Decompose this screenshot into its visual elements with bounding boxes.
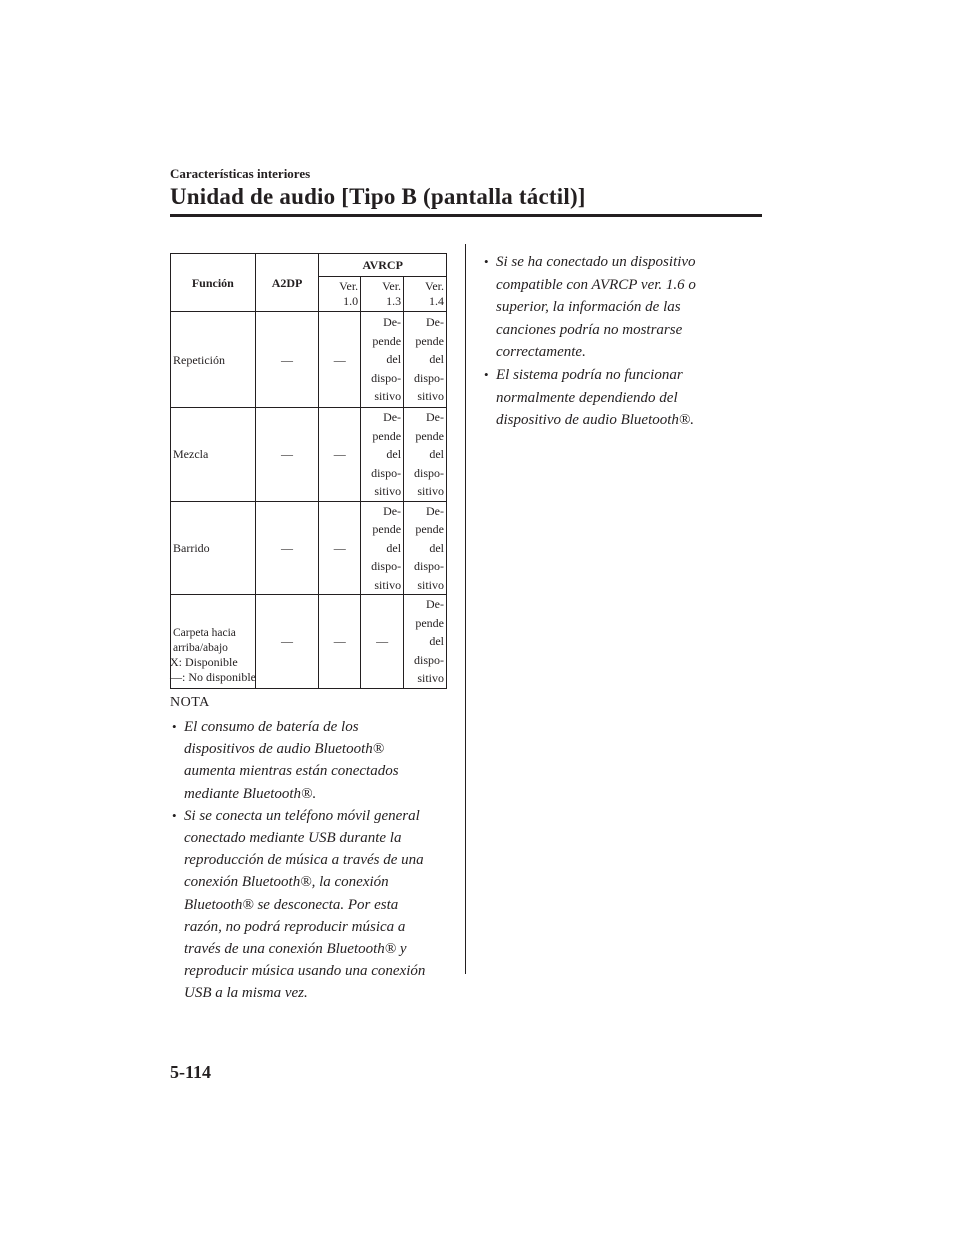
- cell-text: De-: [426, 315, 444, 330]
- legend-unavailable: —: No disponible: [170, 670, 256, 684]
- cell-text: pende: [372, 428, 402, 443]
- cell-text: —: [333, 634, 346, 649]
- function-name: Mezcla: [173, 447, 209, 462]
- cell-text: del: [429, 634, 444, 648]
- note-line: conexión Bluetooth®, la conexión: [184, 874, 389, 891]
- cell-text: pende: [372, 333, 402, 348]
- table-row: [171, 312, 447, 408]
- depends-device-cell: [361, 312, 404, 408]
- header-version-cell: [319, 277, 361, 312]
- notes-right: [482, 251, 762, 432]
- note-line: superior, la información de las: [496, 299, 681, 316]
- note-line: Si se conecta un teléfono móvil general: [184, 807, 420, 824]
- depends-device-cell: [361, 501, 404, 595]
- not-available-cell: [319, 312, 361, 408]
- function-cell: [171, 501, 256, 595]
- depends-device-cell: [404, 501, 447, 595]
- note-line: reproducir música usando una conexión: [184, 963, 426, 980]
- not-available-cell: [319, 595, 361, 689]
- note-line: canciones podría no mostrarse: [496, 321, 683, 338]
- column-divider: [465, 244, 466, 974]
- not-available-cell: [255, 595, 319, 689]
- cell-text: del: [386, 540, 402, 555]
- depends-device-cell: [361, 408, 404, 502]
- function-table: [170, 253, 447, 689]
- header-version-label: Ver.: [382, 279, 402, 293]
- cell-text: sitivo: [417, 671, 444, 685]
- header-version-label: Ver.: [339, 279, 359, 293]
- note-item: [170, 805, 460, 1005]
- header-version-number: 1.4: [429, 294, 444, 308]
- cell-text: del: [429, 447, 444, 461]
- note-line: través de una conexión Bluetooth® y: [184, 941, 407, 958]
- cell-text: sitivo: [417, 484, 444, 498]
- cell-text: De-: [383, 410, 402, 424]
- cell-text: dispo-: [414, 370, 444, 385]
- note-line: compatible con AVRCP ver. 1.6 o: [496, 276, 696, 293]
- legend: [170, 655, 256, 685]
- function-name: Repetición: [173, 352, 225, 367]
- cell-text: del: [386, 352, 402, 367]
- note-line: correctamente.: [496, 344, 586, 361]
- cell-text: —: [333, 540, 346, 555]
- note-line: razón, no podrá reproducir música a: [184, 918, 406, 935]
- depends-device-cell: [404, 595, 447, 689]
- table-row: [171, 501, 447, 595]
- note-line: dispositivos de audio Bluetooth®: [184, 741, 385, 758]
- page-title: Unidad de audio [Tipo B (pantalla táctil)]: [170, 184, 586, 209]
- cell-text: dispo-: [371, 465, 402, 480]
- function-name: Carpeta hacia: [173, 627, 236, 640]
- cell-text: pende: [415, 333, 444, 348]
- note-line: Si se ha conectado un dispositivo: [496, 254, 696, 270]
- cell-text: De-: [426, 503, 444, 518]
- cell-text: pende: [415, 428, 444, 443]
- header-a2dp: A2DP: [255, 254, 319, 312]
- cell-text: dispo-: [371, 370, 402, 385]
- cell-text: del: [386, 447, 402, 461]
- cell-text: sitivo: [374, 484, 402, 498]
- bullet-icon: •: [172, 719, 177, 734]
- note-item: [482, 251, 762, 364]
- cell-text: De-: [426, 410, 444, 424]
- cell-text: —: [281, 447, 294, 462]
- cell-text: sitivo: [374, 577, 402, 592]
- cell-text: —: [281, 352, 294, 367]
- bullet-icon: •: [172, 807, 177, 823]
- function-cell: [171, 408, 256, 502]
- note-item: [482, 364, 762, 432]
- cell-text: sitivo: [374, 389, 402, 404]
- note-line: USB a la misma vez.: [184, 985, 308, 1002]
- depends-device-cell: [404, 312, 447, 408]
- note-item: [170, 716, 460, 805]
- note-line: Bluetooth® se desconecta. Por esta: [184, 896, 399, 913]
- header-version-number: 1.0: [343, 294, 359, 308]
- cell-text: —: [281, 540, 294, 555]
- cell-text: dispo-: [371, 559, 402, 573]
- section-label: Características interiores: [170, 166, 311, 181]
- note-line: conectado mediante USB durante la: [184, 830, 402, 847]
- cell-text: pende: [415, 615, 444, 630]
- cell-text: del: [429, 352, 444, 367]
- not-available-cell: [255, 408, 319, 502]
- cell-text: dispo-: [414, 559, 444, 573]
- not-available-cell: [255, 501, 319, 595]
- cell-text: —: [281, 634, 294, 649]
- cell-text: De-: [426, 597, 444, 611]
- cell-text: —: [376, 634, 389, 649]
- not-available-cell: [319, 501, 361, 595]
- header-version-number: 1.3: [386, 294, 402, 308]
- note-line: dispositivo de audio Bluetooth®.: [496, 412, 695, 429]
- page-number: 5-114: [170, 1062, 212, 1082]
- cell-text: —: [333, 447, 346, 462]
- function-cell: [171, 312, 256, 408]
- legend-available: X: Disponible: [170, 655, 238, 669]
- table-row: [171, 408, 447, 502]
- cell-text: De-: [383, 315, 402, 330]
- note-line: mediante Bluetooth®.: [184, 785, 317, 802]
- cell-text: dispo-: [414, 652, 444, 667]
- cell-text: sitivo: [417, 389, 444, 404]
- bullet-icon: •: [484, 254, 489, 269]
- header-version-cell: [404, 277, 447, 312]
- note-label: NOTA: [170, 695, 210, 710]
- cell-text: del: [429, 540, 444, 555]
- not-available-cell: [361, 595, 404, 689]
- note-line: El sistema podría no funcionar: [496, 366, 683, 383]
- cell-text: pende: [415, 522, 444, 536]
- cell-text: pende: [372, 522, 402, 536]
- not-available-cell: [255, 312, 319, 408]
- header-function: Función: [171, 254, 256, 312]
- cell-text: —: [333, 352, 346, 367]
- cell-text: dispo-: [414, 465, 444, 480]
- cell-text: sitivo: [417, 577, 444, 592]
- note-line: normalmente dependiendo del: [496, 389, 678, 406]
- table-body: [171, 312, 447, 689]
- note-line: El consumo de batería de los: [184, 719, 359, 735]
- function-name: Barrido: [173, 540, 210, 555]
- depends-device-cell: [404, 408, 447, 502]
- cell-text: De-: [383, 503, 402, 518]
- notes-left: [170, 716, 460, 1005]
- bullet-icon: •: [484, 366, 489, 382]
- note-line: reproducción de música a través de una: [184, 852, 424, 869]
- header-version-label: Ver.: [425, 279, 444, 293]
- note-line: aumenta mientras están conectados: [184, 763, 399, 780]
- not-available-cell: [319, 408, 361, 502]
- header-version-cell: [361, 277, 404, 312]
- function-name: arriba/abajo: [173, 642, 228, 655]
- header-avrcp: AVRCP: [319, 254, 447, 277]
- title-rule: [170, 214, 762, 217]
